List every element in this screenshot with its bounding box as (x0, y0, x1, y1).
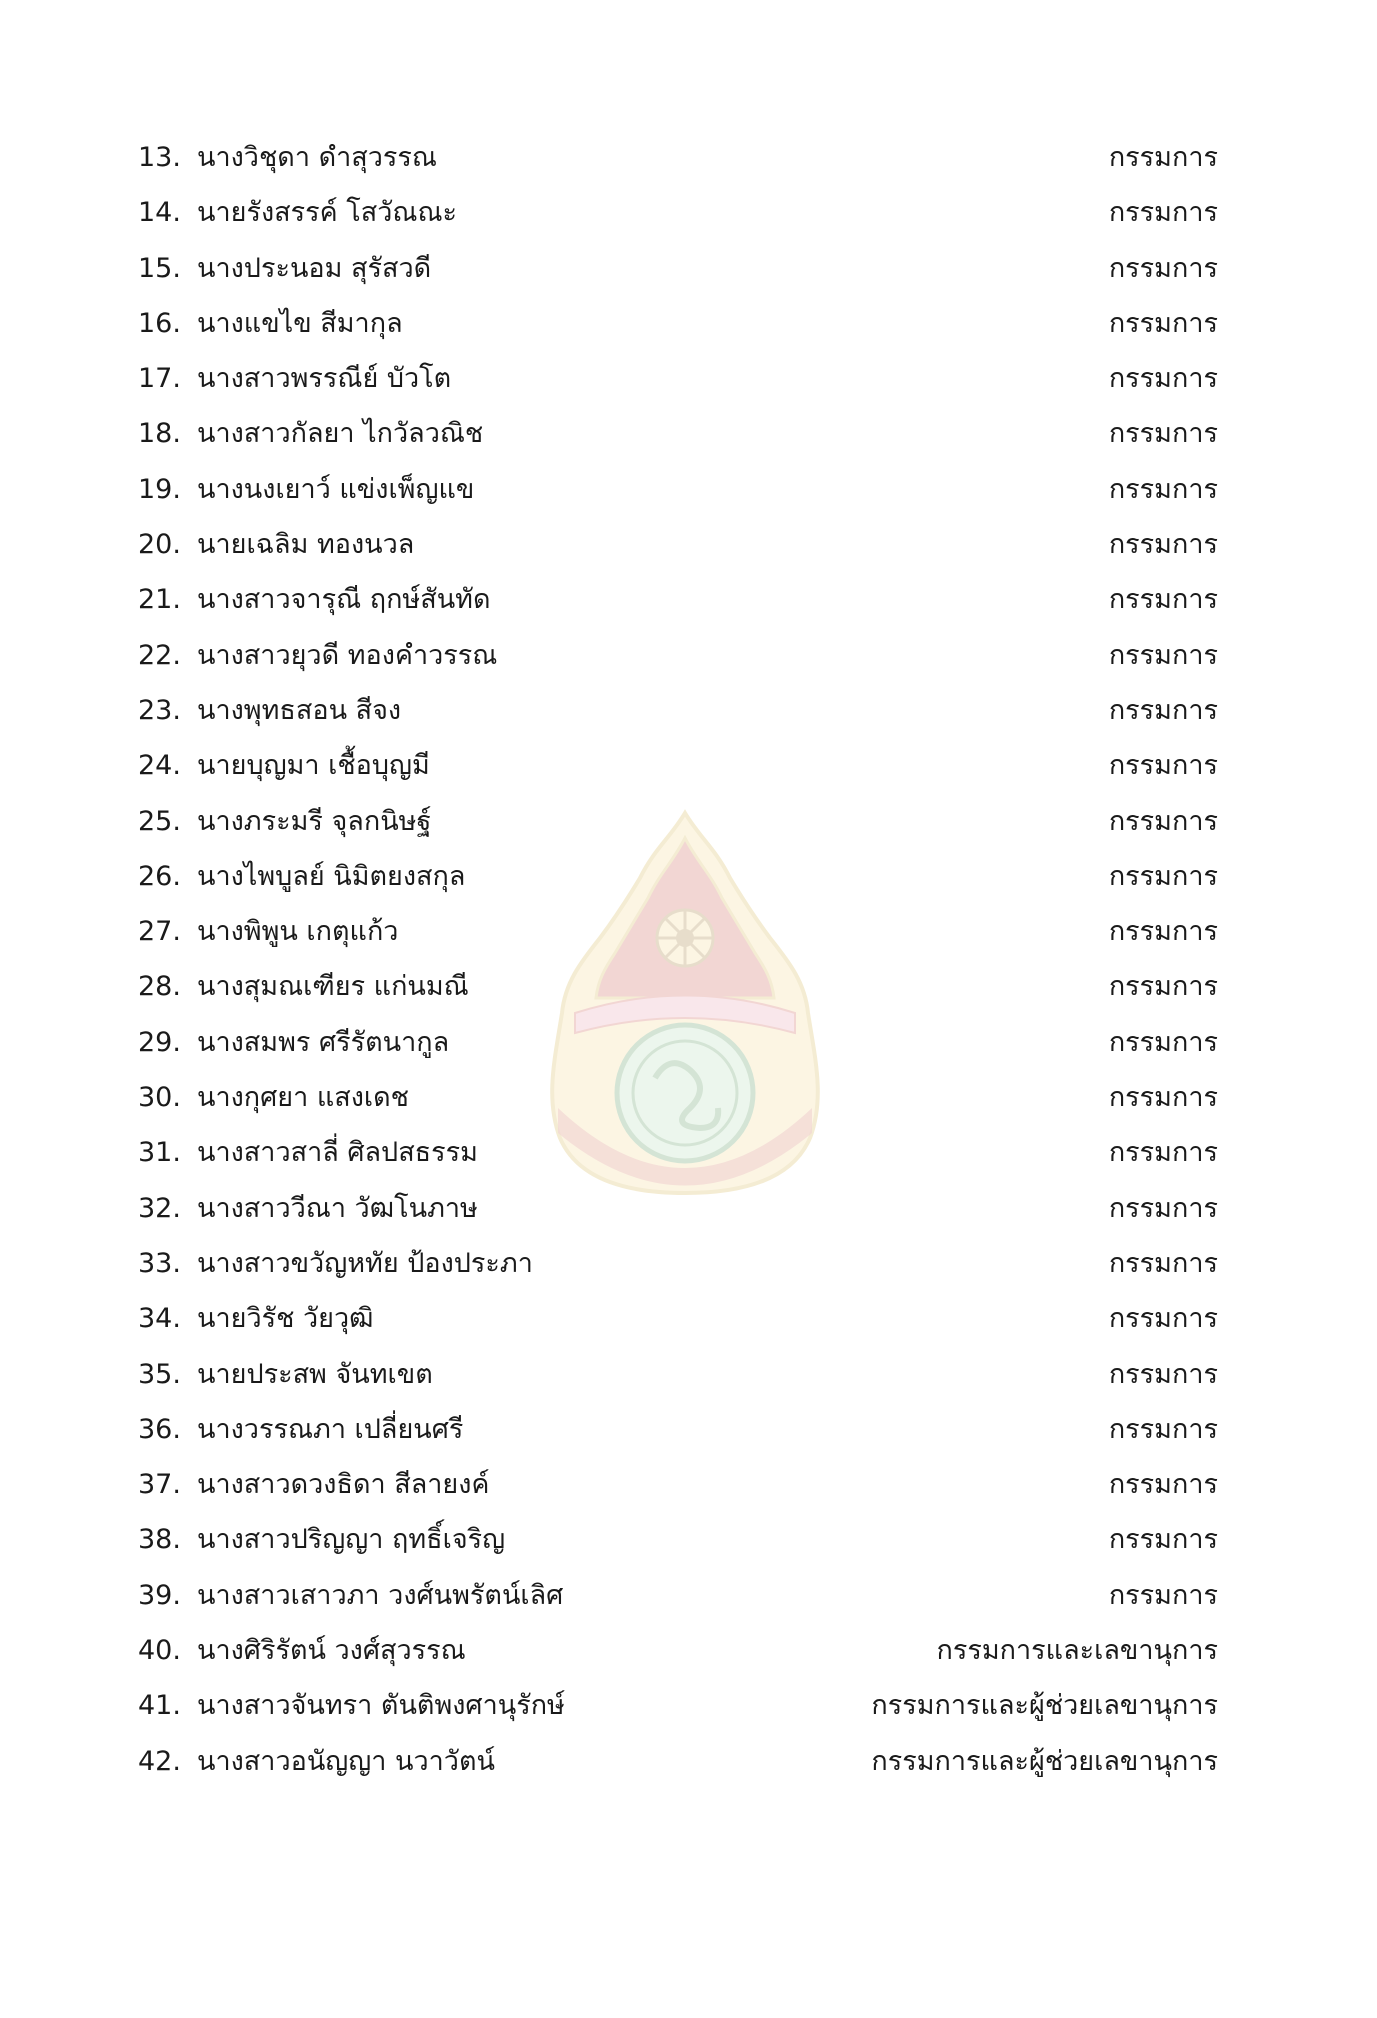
item-number: 13. (138, 142, 181, 173)
member-name: นางแขไข สีมากุล (197, 307, 403, 339)
member-name: นางวิชุดา ดำสุวรรณ (197, 142, 437, 173)
member-name: นางสาวจารุณี ฤกษ์สันทัด (197, 584, 491, 616)
member-name: นายประสพ จันทเขต (197, 1358, 433, 1390)
member-role: กรรมการ (1108, 1413, 1218, 1445)
member-name: นางสาวปริญญา ฤทธิ์เจริญ (197, 1524, 506, 1556)
member-name: นายเฉลิม ทองนวล (197, 529, 415, 561)
item-number: 34. (138, 1303, 181, 1335)
list-item (138, 1402, 1218, 1457)
list-item (138, 904, 1218, 959)
list-item (138, 1457, 1218, 1512)
member-role: กรรมการ (1108, 1469, 1218, 1501)
list-item (138, 738, 1218, 793)
item-number: 14. (138, 197, 181, 229)
item-number: 40. (138, 1635, 181, 1667)
member-role: กรรมการ (1108, 142, 1218, 173)
member-name: นางกุศยา แสงเดช (197, 1082, 410, 1114)
member-role: กรรมการ (1108, 694, 1218, 726)
list-item (138, 1070, 1218, 1125)
list-item (138, 1236, 1218, 1291)
member-role: กรรมการ (1108, 805, 1218, 837)
list-item (138, 794, 1218, 849)
member-role: กรรมการ (1108, 363, 1218, 395)
member-name: นางสาวดวงธิดา สีลายงค์ (197, 1469, 490, 1501)
member-name: นางสาวสาลี่ ศิลปสธรรม (197, 1137, 478, 1169)
item-number: 18. (138, 418, 181, 450)
member-name: นางสาวเสาวภา วงศ์นพรัตน์เลิศ (197, 1579, 564, 1611)
member-name: นางประนอม สุรัสวดี (197, 252, 432, 284)
member-role: กรรมการ (1108, 1026, 1218, 1058)
member-name: นางพิพูน เกตุแก้ว (197, 916, 399, 948)
member-name: นางศิริรัตน์ วงศ์สุวรรณ (197, 1635, 466, 1667)
item-number: 28. (138, 971, 181, 1003)
committee-member-list (138, 130, 1218, 1789)
item-number: 25. (138, 805, 181, 837)
list-item (138, 185, 1218, 240)
member-role: กรรมการ (1108, 418, 1218, 450)
member-role: กรรมการ (1108, 750, 1218, 782)
item-number: 37. (138, 1469, 181, 1501)
item-number: 36. (138, 1413, 181, 1445)
item-number: 21. (138, 584, 181, 616)
member-name: นายบุญมา เชื้อบุญมี (197, 750, 430, 782)
list-item (138, 628, 1218, 683)
member-name: นางสาวขวัญหทัย ป้องประภา (197, 1247, 533, 1279)
member-role: กรรมการ (1108, 1137, 1218, 1169)
member-role: กรรมการ (1108, 529, 1218, 561)
list-item (138, 1568, 1218, 1623)
item-number: 23. (138, 694, 181, 726)
list-item (138, 1623, 1218, 1678)
item-number: 29. (138, 1026, 181, 1058)
member-role: กรรมการ (1108, 1247, 1218, 1279)
item-number: 30. (138, 1082, 181, 1114)
item-number: 16. (138, 307, 181, 339)
item-number: 41. (138, 1690, 181, 1722)
member-name: นางสุมณเฑียร แก่นมณี (197, 971, 469, 1003)
list-item (138, 683, 1218, 738)
member-name: นางสาวยุวดี ทองคำวรรณ (197, 639, 498, 671)
list-item (138, 1512, 1218, 1567)
member-role: กรรมการ (1108, 1082, 1218, 1114)
member-name: นายรังสรรค์ โสวัณณะ (197, 197, 457, 229)
member-role: กรรมการ (1108, 971, 1218, 1003)
list-item (138, 462, 1218, 517)
list-item (138, 296, 1218, 351)
list-item (138, 1678, 1218, 1733)
list-item (138, 517, 1218, 572)
member-role: กรรมการ (1108, 307, 1218, 339)
list-item (138, 130, 1218, 185)
member-role: กรรมการและผู้ช่วยเลขานุการ (871, 1690, 1218, 1722)
item-number: 22. (138, 639, 181, 671)
member-role: กรรมการ (1108, 1524, 1218, 1556)
list-item (138, 1181, 1218, 1236)
item-number: 19. (138, 473, 181, 505)
item-number: 38. (138, 1524, 181, 1556)
list-item (138, 1347, 1218, 1402)
member-role: กรรมการ (1108, 473, 1218, 505)
member-role: กรรมการ (1108, 1192, 1218, 1224)
member-role: กรรมการ (1108, 1303, 1218, 1335)
list-item (138, 406, 1218, 461)
list-item (138, 959, 1218, 1014)
item-number: 32. (138, 1192, 181, 1224)
member-name: นางสาวพรรณีย์ บัวโต (197, 363, 452, 395)
member-name: นางสาวกัลยา ไกวัลวณิช (197, 418, 484, 450)
item-number: 35. (138, 1358, 181, 1390)
member-role: กรรมการ (1108, 916, 1218, 948)
member-name: นางพุทธสอน สีจง (197, 694, 402, 726)
member-name: นางสาวจันทรา ตันติพงศานุรักษ์ (197, 1690, 565, 1722)
member-role: กรรมการ (1108, 1358, 1218, 1390)
member-role: กรรมการและผู้ช่วยเลขานุการ (871, 1745, 1218, 1777)
member-name: นายวิรัช วัยวุฒิ (197, 1303, 374, 1335)
member-role: กรรมการ (1108, 252, 1218, 284)
item-number: 42. (138, 1745, 181, 1777)
item-number: 15. (138, 252, 181, 284)
item-number: 27. (138, 916, 181, 948)
member-name: นางสาววีณา วัฒโนภาษ (197, 1192, 478, 1224)
member-name: นางไพบูลย์ นิมิตยงสกุล (197, 860, 466, 892)
item-number: 20. (138, 529, 181, 561)
list-item (138, 1125, 1218, 1180)
member-role: กรรมการ (1108, 860, 1218, 892)
item-number: 31. (138, 1137, 181, 1169)
item-number: 33. (138, 1247, 181, 1279)
member-role: กรรมการ (1108, 584, 1218, 616)
member-name: นางวรรณภา เปลี่ยนศรี (197, 1413, 464, 1445)
member-role: กรรมการและเลขานุการ (936, 1635, 1218, 1667)
item-number: 26. (138, 860, 181, 892)
list-item (138, 572, 1218, 627)
item-number: 24. (138, 750, 181, 782)
member-role: กรรมการ (1108, 639, 1218, 671)
member-role: กรรมการ (1108, 197, 1218, 229)
member-name: นางสมพร ศรีรัตนากูล (197, 1026, 450, 1058)
item-number: 17. (138, 363, 181, 395)
member-name: นางนงเยาว์ แข่งเพ็ญแข (197, 473, 475, 505)
list-item (138, 241, 1218, 296)
member-role: กรรมการ (1108, 1579, 1218, 1611)
list-item (138, 1015, 1218, 1070)
list-item (138, 1734, 1218, 1789)
list-item (138, 351, 1218, 406)
list-item (138, 849, 1218, 904)
member-name: นางสาวอนัญญา นวาวัตน์ (197, 1745, 495, 1777)
list-item (138, 1291, 1218, 1346)
member-name: นางภระมรี จุลกนิษฐ์ (197, 805, 432, 837)
item-number: 39. (138, 1579, 181, 1611)
